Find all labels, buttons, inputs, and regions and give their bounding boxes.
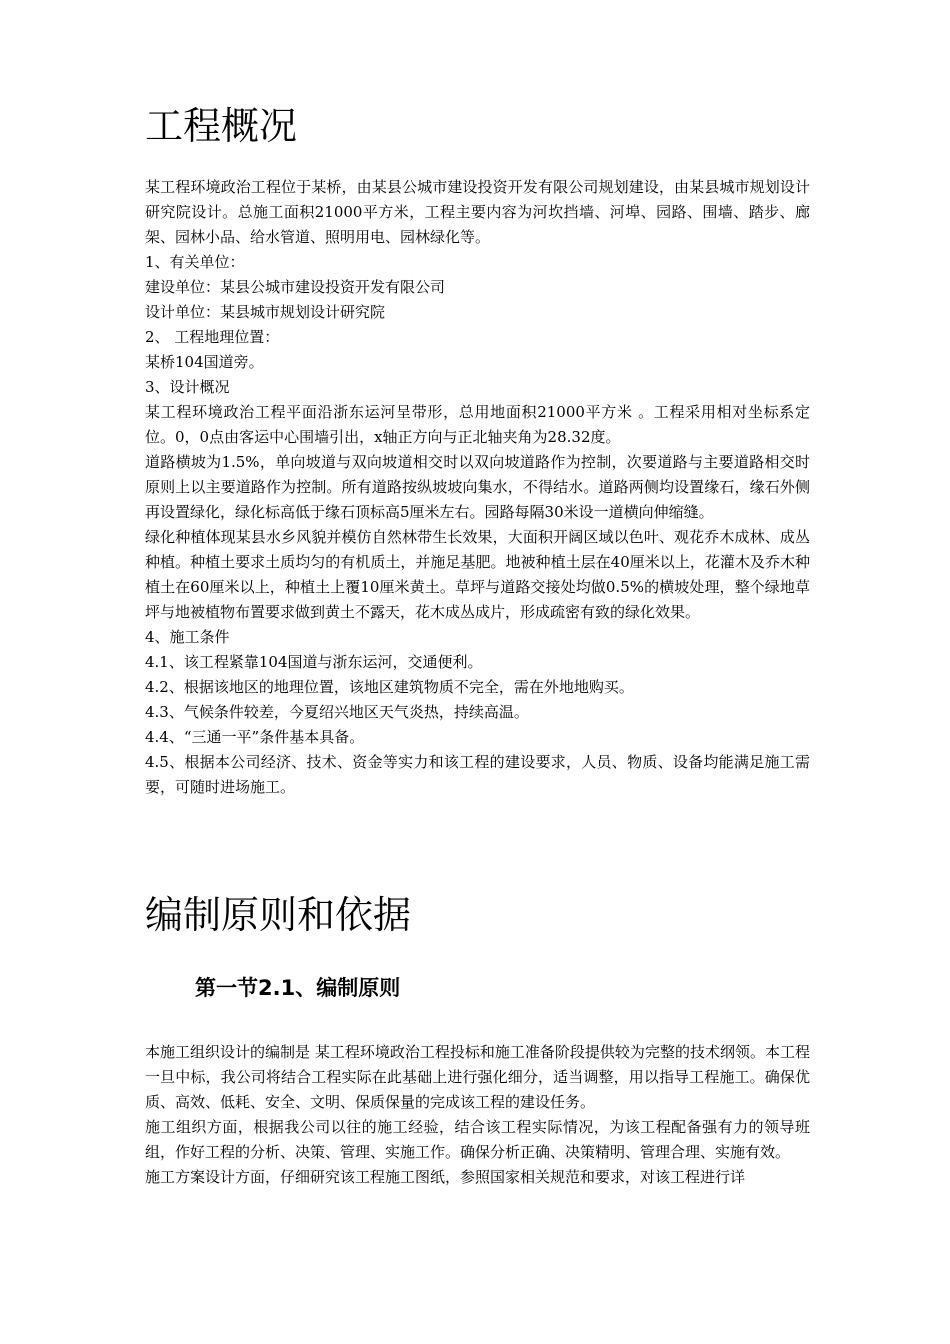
paragraph-condition-4-5: 4.5、根据本公司经济、技术、资金等实力和该工程的建设要求，人员、物质、设备均能满足施工需要，可随时进场施工。 bbox=[145, 753, 810, 796]
paragraph-condition-4-4: 4.4、“三通一平”条件基本具备。 bbox=[145, 728, 365, 746]
paragraph-location-heading: 2、 工程地理位置： bbox=[145, 328, 280, 346]
paragraph-overview-intro: 某工程环境政治工程位于某桥，由某县公城市建设投资开发有限公司规划建设，由某县城市规划设计研究院设计。总施工面积21000平方米，工程主要内容为河坎挡墙、河埠、园路、围墙、踏步、廊架、园林小品、给水管道、照明用电、园林绿化等。 bbox=[145, 178, 810, 246]
paragraph-design-overview-heading: 3、设计概况 bbox=[145, 378, 230, 396]
subsection-title-principles: 第一节2.1、编制原则 bbox=[195, 976, 401, 1000]
section-title-principles: 编制原则和依据 bbox=[145, 893, 412, 937]
paragraph-greening: 绿化种植体现某县水乡风貌并模仿自然林带生长效果，大面积开阔区域以色叶、观花乔木成林、成丛种植。种植土要求土质均匀的有机质土，并施足基肥。地被种植土层在40厘米以上，花灌木及乔木种植土在60厘米以上，种植土上覆10厘米黄土。草坪与道路交接处均做0.5%的横坡处理，整个绿地草坪与地被植物布置要求做到黄土不露天，花木成丛成片，形成疏密有致的绿化效果。 bbox=[145, 528, 810, 621]
paragraph-condition-4-2: 4.2、根据该地区的地理位置，该地区建筑物质不完全，需在外地地购买。 bbox=[145, 678, 634, 696]
section-title-project-overview: 工程概况 bbox=[145, 104, 298, 148]
section-body-principles bbox=[145, 1040, 810, 1190]
paragraph-condition-4-3: 4.3、气候条件较差，今夏绍兴地区天气炎热，持续高温。 bbox=[145, 703, 529, 721]
paragraph-organization: 施工组织方面，根据我公司以往的施工经验，结合该工程实际情况，为该工程配备强有力的领导班组，作好工程的分析、决策、管理、实施工作。确保分析正确、决策精明、管理合理、实施有效。 bbox=[145, 1118, 810, 1161]
document-page bbox=[145, 0, 810, 1344]
paragraph-design-layout: 某工程环境政治工程平面沿浙东运河呈带形，总用地面积21000平方米 。工程采用相对坐标系定位。0，0点由客运中心围墙引出，x轴正方向与正北轴夹角为28.32度。 bbox=[145, 403, 810, 446]
paragraph-design-unit: 设计单位：某县城市规划设计研究院 bbox=[145, 303, 386, 321]
section-body-project-overview bbox=[145, 175, 810, 800]
paragraph-related-units-heading: 1、有关单位： bbox=[145, 253, 245, 271]
paragraph-principles-intro: 本施工组织设计的编制是 某工程环境政治工程投标和施工准备阶段提供较为完整的技术纲领。本工程一旦中标，我公司将结合工程实际在此基础上进行强化细分，适当调整，用以指导工程施工。确保优质、高效、低耗、安全、文明、保质保量的完成该工程的建设任务。 bbox=[145, 1043, 810, 1111]
paragraph-construction-unit: 建设单位：某县公城市建设投资开发有限公司 bbox=[145, 278, 446, 296]
paragraph-condition-4-1: 4.1、该工程紧靠104国道与浙东运河，交通便利。 bbox=[145, 653, 483, 671]
paragraph-conditions-heading: 4、施工条件 bbox=[145, 628, 230, 646]
paragraph-road-slope: 道路横坡为1.5%，单向坡道与双向坡道相交时以双向坡道路作为控制，次要道路与主要道路相交时原则上以主要道路作为控制。所有道路按纵坡坡向集水，不得结水。道路两侧均设置缘石，缘石外侧再设置绿化，绿化标高低于缘石顶标高5厘米左右。园路每隔30米设一道横向伸缩缝。 bbox=[145, 453, 810, 521]
paragraph-location: 某桥104国道旁。 bbox=[145, 353, 264, 371]
paragraph-construction-plan: 施工方案设计方面，仔细研究该工程施工图纸，参照国家相关规范和要求，对该工程进行详 bbox=[145, 1168, 746, 1186]
